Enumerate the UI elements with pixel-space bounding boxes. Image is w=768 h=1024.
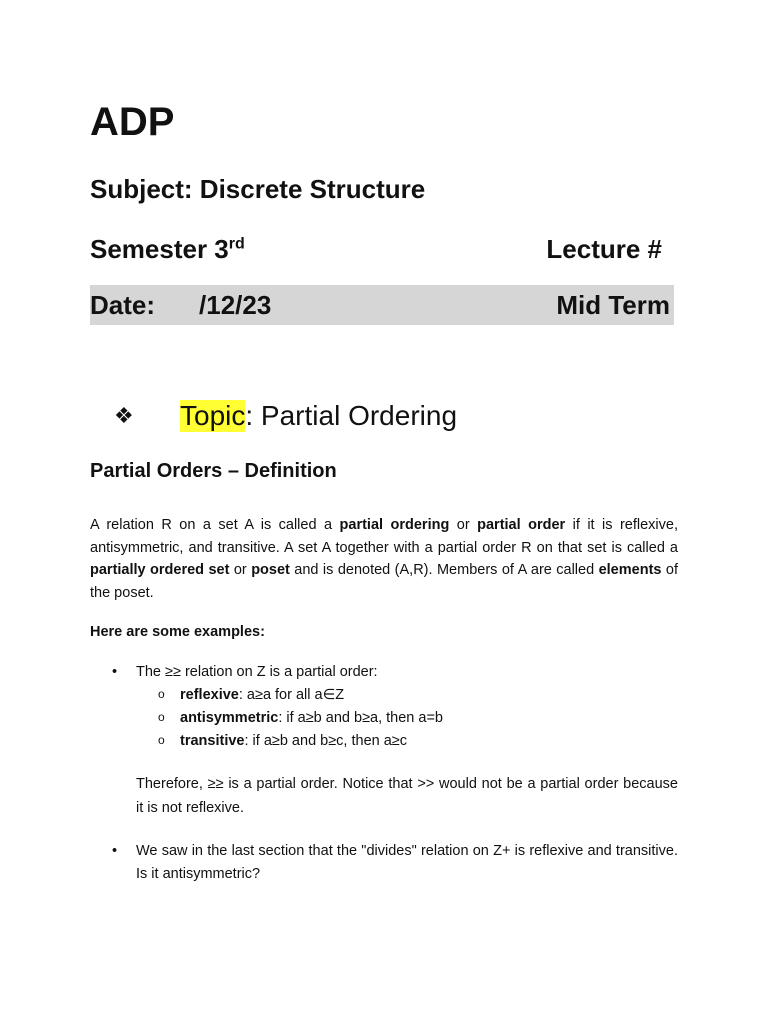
- date-value: /12/23: [199, 289, 272, 320]
- conclusion-paragraph: Therefore, ≥≥ is a partial order. Notice that >> would not be a partial order because it is not reflexive.: [136, 776, 678, 816]
- topic-title: : Partial Ordering: [245, 400, 458, 431]
- list-item: • The ≥≥ relation on Z is a partial order: o reflexive: a≥a for all a∈Z o antisymmetric: if a≥b and b≥a, then a=b o transitive: if a≥b and b≥c, then a≥c: [90, 661, 678, 753]
- term-label: Mid Term: [556, 289, 670, 320]
- subject-heading: Subject: Discrete Structure: [90, 174, 426, 204]
- document-title: ADP: [90, 100, 175, 144]
- date-field: [90, 290, 271, 321]
- property-list: [136, 684, 678, 753]
- date-label: Date:: [90, 289, 156, 320]
- examples-list-continued: [90, 840, 678, 886]
- list-item: o antisymmetric: if a≥b and b≥a, then a=b: [136, 707, 678, 730]
- list-item: • We saw in the last section that the "divides" relation on Z+ is reflexive and transitive. Is it antisymmetric?: [90, 840, 678, 886]
- semester-label: Semester 3rd: [90, 233, 245, 264]
- lecture-label: Lecture #: [546, 233, 662, 264]
- semester-row: [90, 228, 674, 270]
- semester-ordinal: rd: [228, 234, 245, 252]
- list-item: o reflexive: a≥a for all a∈Z: [136, 684, 678, 707]
- section-heading: Partial Orders – Definition: [90, 460, 337, 482]
- diamond-bullet-icon: ❖: [114, 403, 134, 428]
- topic-highlight: Topic: [180, 400, 246, 431]
- examples-heading: Here are some examples:: [90, 624, 265, 640]
- topic-heading: [114, 400, 457, 432]
- date-row: [90, 285, 674, 325]
- list-item: o transitive: if a≥b and b≥c, then a≥c: [136, 730, 678, 753]
- examples-list: [90, 661, 678, 753]
- definition-paragraph: A relation R on a set A is called a partial ordering or partial order if it is reflexive, antisymmetric, and transitive. A set A together with a partial order R on that set is called a partially ordered set or poset and is denoted (A,R). Members of A are called elements of the poset.: [90, 517, 679, 601]
